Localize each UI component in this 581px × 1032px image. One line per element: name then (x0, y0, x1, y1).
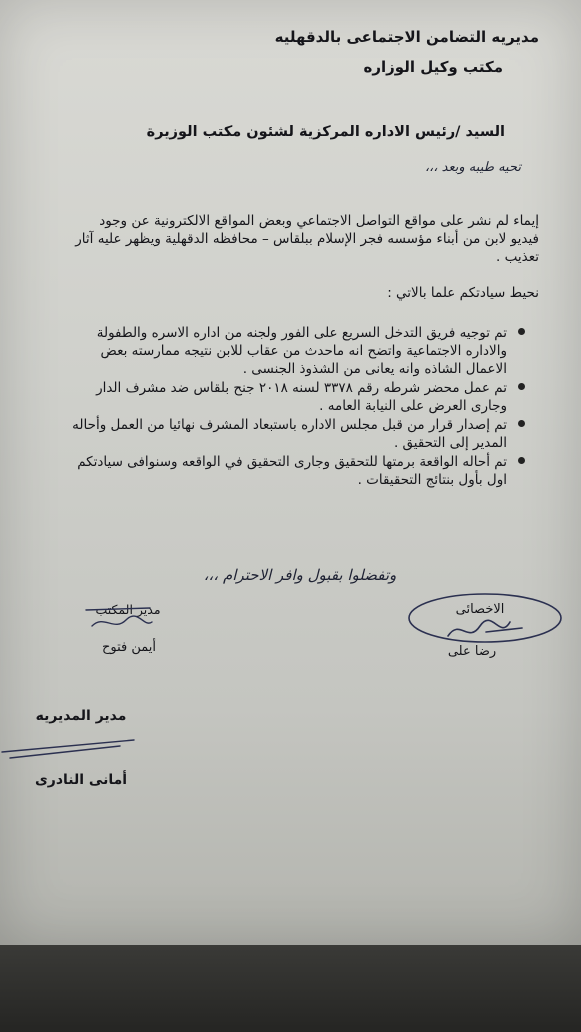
closing-line: وتفضلوا بقبول وافر الاحترام ،،، (203, 566, 397, 584)
bullet-icon (518, 328, 525, 335)
office-manager-name: أيمن فتوح (101, 640, 157, 655)
list-item: تم إصدار قرار من قبل مجلس الاداره باستبعاد المشرف نهائيا من العمل وأحاله المدير إلى التحقيق . (39, 416, 527, 452)
addressee-line: السيد /رئيس الاداره المركزية لشئون مكتب الوزيرة (146, 124, 505, 140)
intro-line: إيماء لم نشر على مواقع التواصل الاجتماعي وبعض المواقع الالكترونية عن وجود (99, 213, 539, 229)
office-heading: مكتب وكيل الوزاره (363, 58, 503, 76)
notice-line: نحيط سيادتكم علما بالاتي : (387, 285, 539, 301)
directorate-manager-title: مدير المديريه (35, 708, 127, 724)
bullet-icon (518, 457, 525, 464)
intro-paragraph (29, 212, 539, 266)
intro-line: تعذيب . (496, 249, 539, 265)
office-manager-title: مدير المكتب (95, 602, 161, 617)
directorate-heading: مديريه التضامن الاجتماعى بالدقهليه (274, 28, 539, 46)
specialist-name: رضا على (447, 644, 497, 659)
greeting: تحيه طيبه وبعد ،،، (424, 160, 521, 175)
list-item: تم توجيه فريق التدخل السريع على الفور ولجنه من اداره الاسره والطفولة والاداره الاجتماعية واتضح انه ماحدث من عقاب للابن نتيجه ممارسته بعض الاعمال الشاذه وانه يعانى من الشذوذ الجنسى . (39, 324, 527, 378)
list-item: تم أحاله الواقعة برمتها للتحقيق وجارى التحقيق في الواقعه وسنوافى سيادتكم اول بأول بنتائج التحقيقات . (39, 453, 527, 489)
directorate-manager-signature-icon (0, 734, 140, 764)
action-items-list (39, 324, 527, 490)
bullet-icon (518, 383, 525, 390)
directorate-manager-name: أمانى النادرى (34, 772, 128, 788)
specialist-signature-icon (440, 614, 530, 646)
bullet-icon (518, 420, 525, 427)
list-item: تم عمل محضر شرطه رقم ٣٣٧٨ لسنه ٢٠١٨ جنح بلقاس ضد مشرف الدار وجارى العرض على النيابة العامه . (39, 379, 527, 415)
background-surface (0, 945, 581, 1032)
intro-line: فيديو لابن من أبناء مؤسسه فجر الإسلام ببلقاس – محافظه الدقهلية ويظهر عليه آثار (75, 231, 539, 247)
office-manager-signature-icon (80, 598, 160, 638)
specialist-title: الاخصائى (455, 602, 505, 617)
